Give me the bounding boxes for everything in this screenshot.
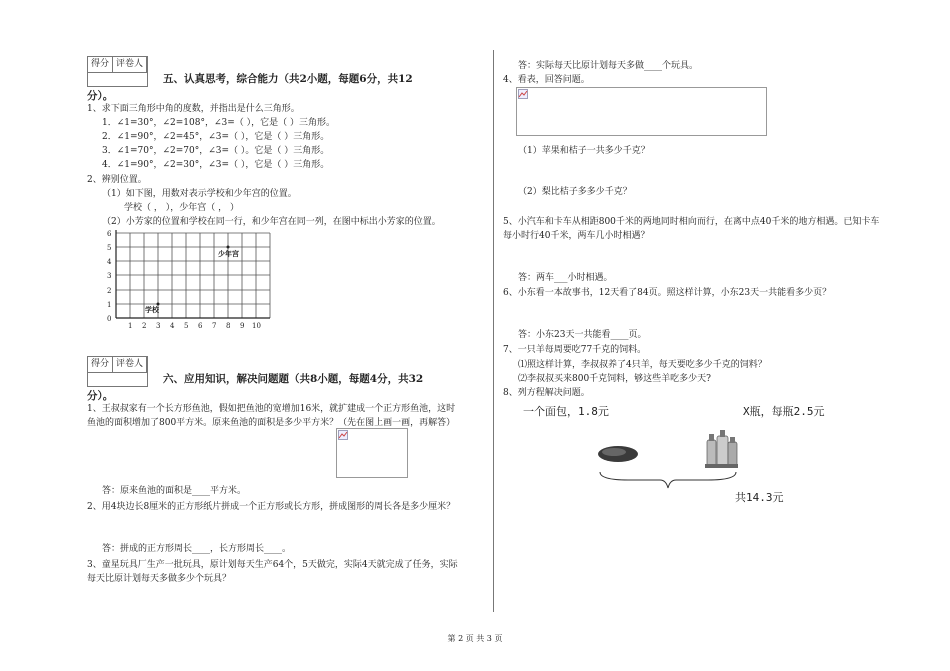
q8-total-label: 共14.3元 — [735, 491, 784, 504]
grid-x-4: 4 — [170, 322, 175, 330]
broken-image-icon — [518, 89, 528, 99]
s5-q1-row3: 3．∠1=70°，∠2=70°，∠3=（ ）。它是（ ）三角形。 — [102, 146, 330, 156]
section5-title-end: 分）。 — [87, 90, 114, 102]
grid-x-2: 2 — [142, 322, 147, 330]
r-q4-1: （1）苹果和桔子一共多少千克？ — [518, 146, 650, 156]
s5-q1-row4: 4．∠1=90°，∠2=30°，∠3=（ ），它是（ ）三角形。 — [102, 160, 330, 170]
s5-q1-row2: 2．∠1=90°，∠2=45°，∠3=（ ），它是（ ）三角形。 — [102, 132, 330, 142]
r-q6: 6、小东看一本故事书，12天看了84页。照这样计算，小东23天一共能看多少页？ — [503, 288, 832, 298]
s6-q1-answer: 答：原来鱼池的面积是____平方米。 — [102, 486, 247, 496]
broken-image-icon — [338, 430, 348, 440]
r-q5-answer: 答：两车___小时相遇。 — [518, 273, 613, 283]
grid-label-school: 学校 — [145, 305, 159, 314]
fruit-table-image — [516, 87, 767, 136]
grid-x-6: 6 — [198, 322, 203, 330]
section6-title-end: 分）。 — [87, 390, 114, 402]
page-footer: 第 2 页 共 3 页 — [447, 634, 503, 643]
score-box-section6 — [87, 356, 148, 373]
grader-label: 评卷人 — [113, 357, 147, 372]
grid-y-2: 2 — [107, 287, 112, 295]
grid-y-4: 4 — [107, 258, 112, 266]
s5-q2-2: （2）小芳家的位置和学校在同一行，和少年宫在同一列，在图中标出小芳家的位置。 — [102, 217, 441, 227]
r-q8: 8、列方程解决问题。 — [503, 388, 590, 398]
q8-bottle-label: X瓶，每瓶2.5元 — [743, 405, 825, 418]
grid-x-3: 3 — [156, 322, 161, 330]
column-divider — [493, 50, 494, 612]
grid-x-9: 9 — [240, 322, 245, 330]
grid-label-palace: 少年宫 — [218, 249, 239, 258]
grid-y-1: 1 — [107, 301, 112, 309]
r-q3-answer: 答：实际每天比原计划每天多做____个玩具。 — [518, 61, 699, 71]
grid-x-8: 8 — [226, 322, 231, 330]
s5-q1-row1: 1．∠1=30°，∠2=108°，∠3=（ ），它是（ ）三角形。 — [102, 118, 336, 128]
r-q4: 4、看表，回答问题。 — [503, 75, 590, 85]
s6-q3-line1: 3、童星玩具厂生产一批玩具，原计划每天生产64个，5天做完，实际4天就完成了任务，实际 — [87, 560, 458, 570]
r-q5-line1: 5、小汽车和卡车从相距800千米的两地同时相向而行，在离中点40千米的地方相遇。已知卡车 — [503, 217, 880, 227]
grid-y-5: 5 — [107, 244, 112, 252]
score-box-section5 — [87, 56, 148, 73]
s5-q1: 1、求下面三角形中角的度数，并指出是什么三角形。 — [87, 104, 300, 114]
grid-y-6: 6 — [107, 230, 112, 238]
r-q7-2: ⑵李叔叔买来800千克饲料，够这些羊吃多少天? — [518, 374, 712, 384]
grid-x-7: 7 — [212, 322, 217, 330]
score-label: 得分 — [88, 57, 113, 72]
r-q5-line2: 每小时行40千米，两车几小时相遇？ — [503, 231, 650, 241]
section6-title: 六、应用知识，解决问题题（共8小题，每题4分，共32 — [163, 373, 424, 385]
grid-x-10: 10 — [252, 322, 261, 330]
r-q6-answer: 答：小东23天一共能看____页。 — [518, 330, 647, 340]
s5-q2-1: （1）如下图，用数对表示学校和少年宫的位置。 — [102, 189, 297, 199]
s5-q2-1-blank: 学校（ ， ），少年宫（ ， ） — [124, 203, 239, 213]
section5-title: 五、认真思考，综合能力（共2小题，每题6分，共12 — [163, 73, 413, 85]
s6-q2-answer: 答：拼成的正方形周长____，长方形周长____。 — [102, 544, 292, 554]
r-q7: 7、一只羊每周要吃77千克的饲料。 — [503, 345, 647, 355]
s5-q2: 2、辨别位置。 — [87, 175, 147, 185]
s6-q3-line2: 每天比原计划每天多做多少个玩具？ — [87, 574, 232, 584]
s6-q1-line1: 1、王叔叔家有一个长方形鱼池，假如把鱼池的宽增加16米，就扩建成一个正方形鱼池，这时 — [87, 404, 456, 414]
r-q7-1: ⑴照这样计算，李叔叔养了4只羊，每天要吃多少千克的饲料？ — [518, 360, 767, 370]
s6-q1-line2: 鱼池的面积增加了800平方米。原来鱼池的面积是多少平方米？（先在图上画一画，再解答） — [87, 418, 456, 428]
bottles-icon — [703, 428, 739, 470]
grid-x-5: 5 — [184, 322, 189, 330]
total-brace — [598, 470, 738, 490]
s6-q2: 2、用4块边长8厘米的正方形纸片拼成一个正方形或长方形，拼成图形的周长各是多少厘米？ — [87, 502, 456, 512]
grid-x-1: 1 — [128, 322, 133, 330]
bread-icon — [596, 442, 640, 466]
grader-label: 评卷人 — [113, 57, 147, 72]
score-label: 得分 — [88, 357, 113, 372]
grid-y-3: 3 — [107, 272, 112, 280]
q8-bread-label: 一个面包，1.8元 — [523, 405, 609, 418]
fish-pond-image — [336, 428, 408, 478]
r-q4-2: （2）梨比桔子多多少千克？ — [518, 187, 632, 197]
position-grid — [102, 228, 272, 332]
grid-y-0: 0 — [107, 315, 112, 323]
